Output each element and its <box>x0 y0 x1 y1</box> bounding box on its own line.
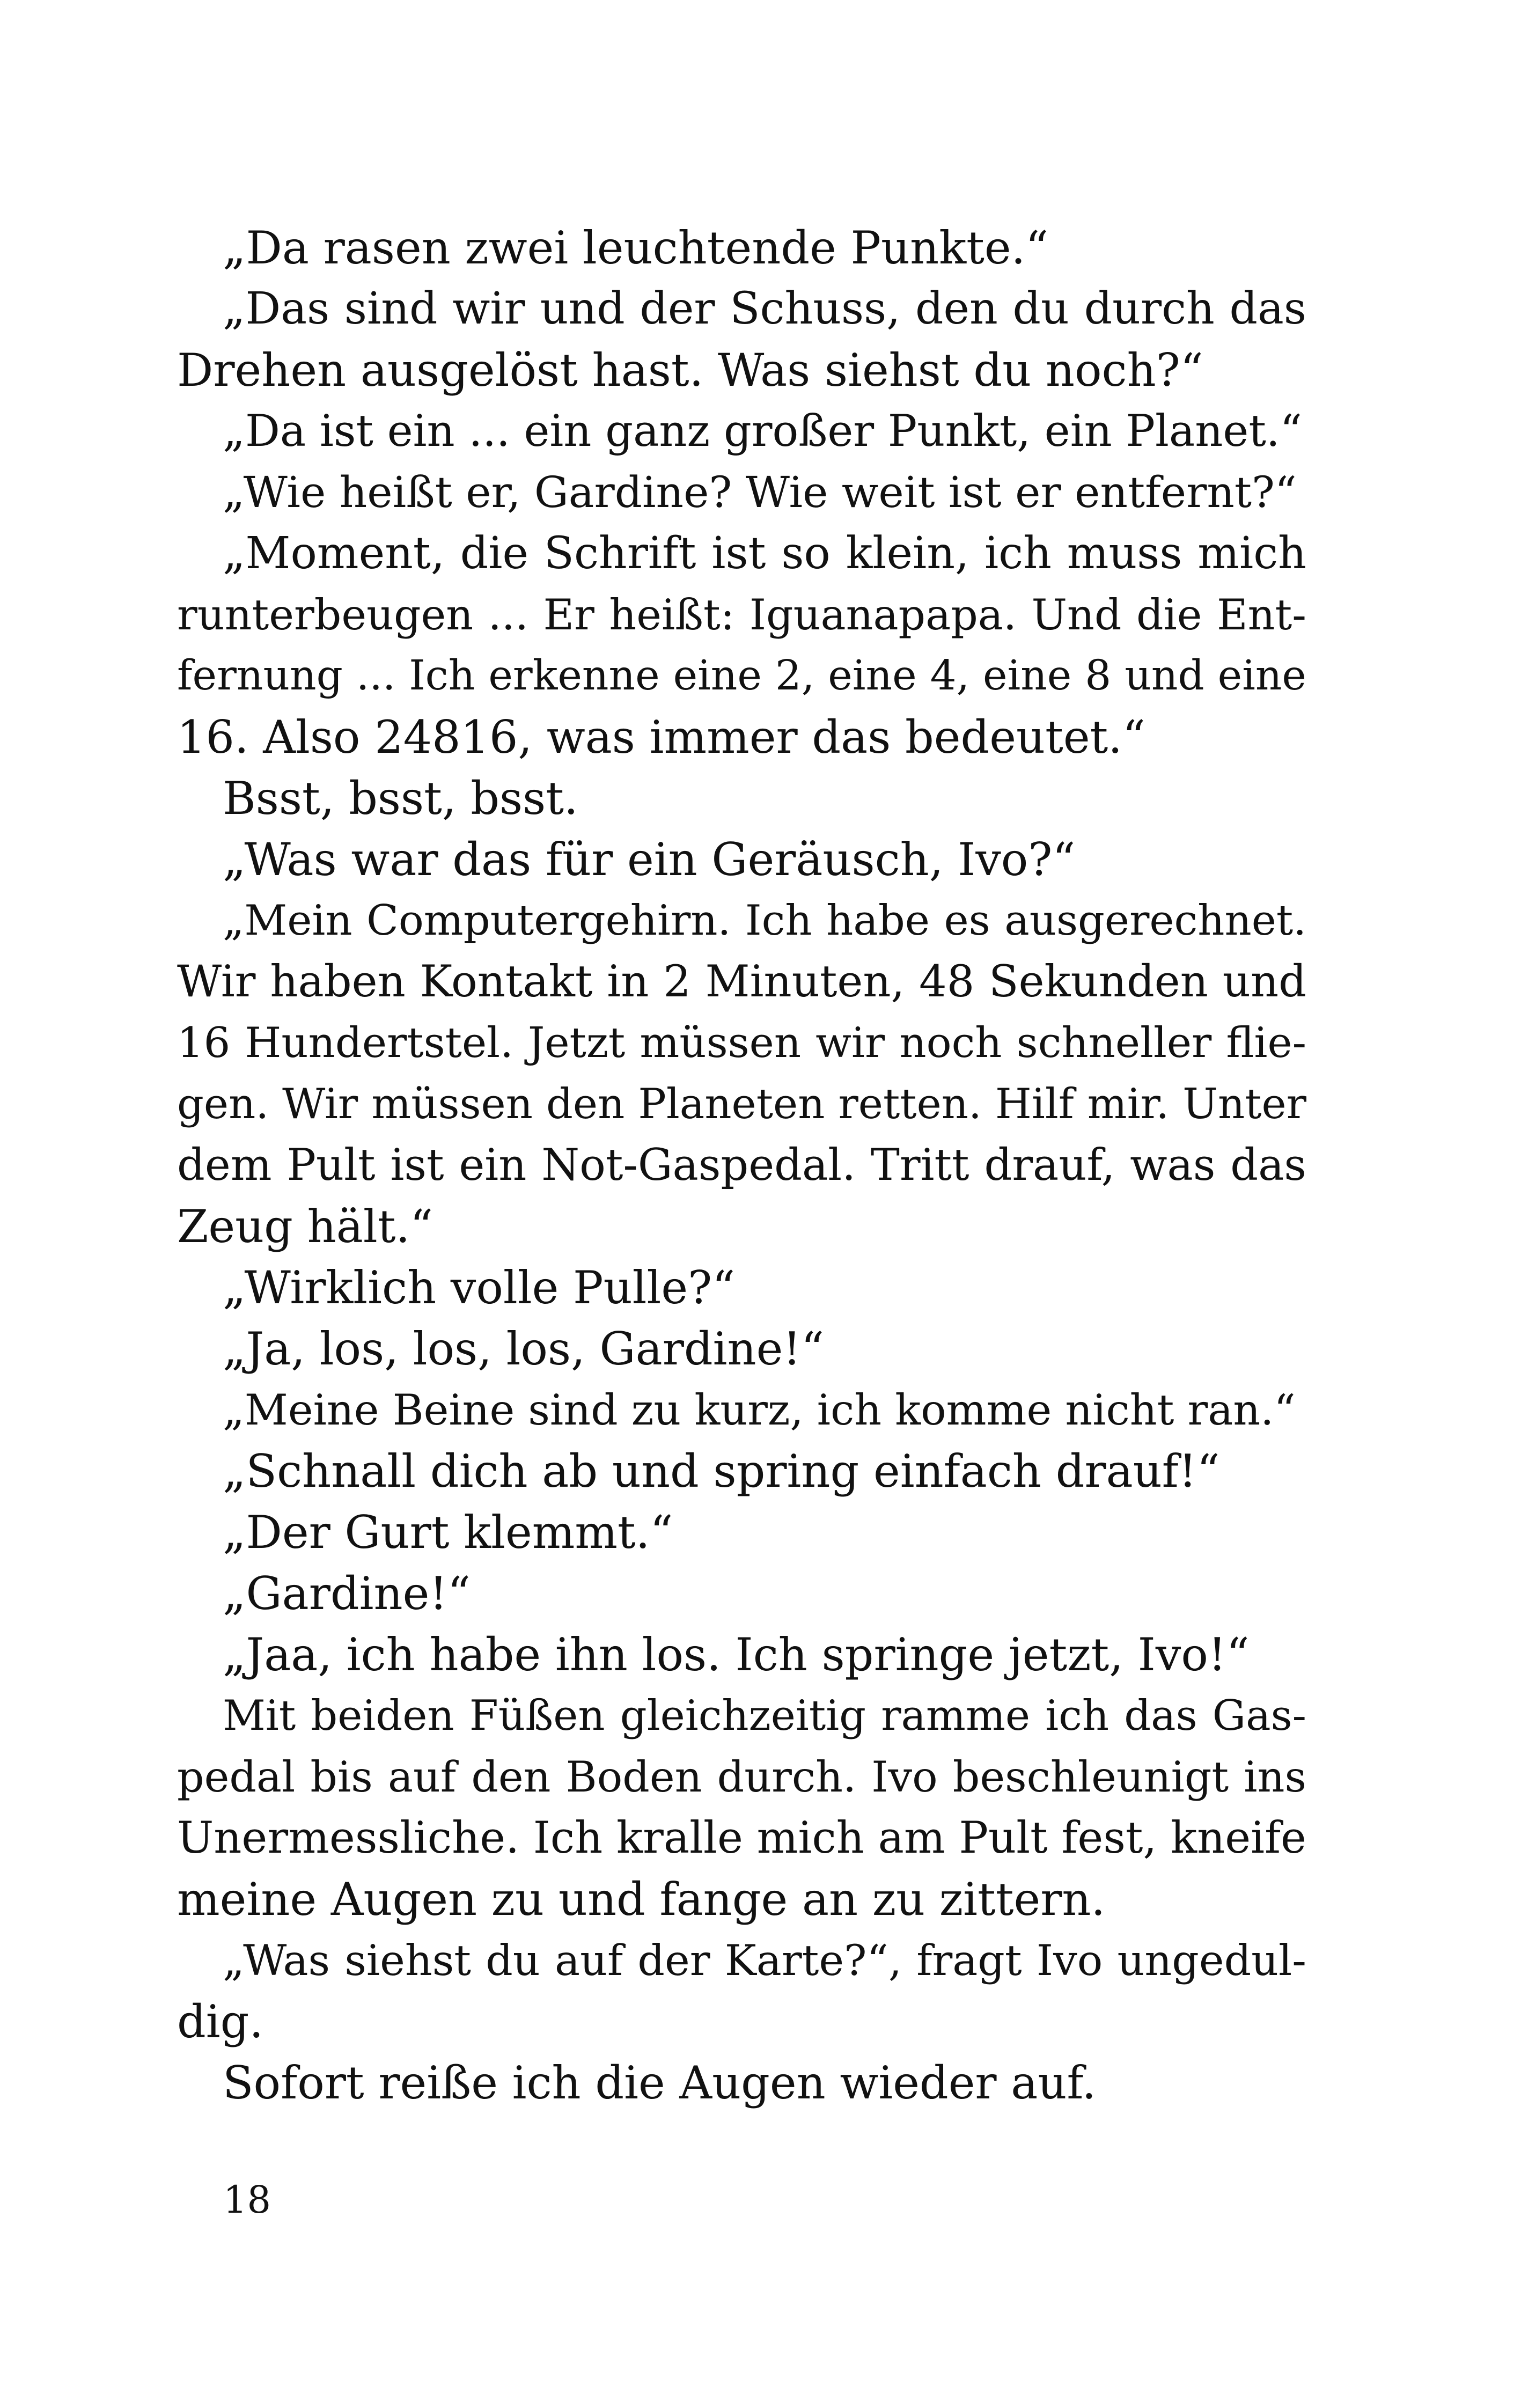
text-line: „Da ist ein ... ein ganz großer Punkt, ein Planet.“ <box>223 406 1303 457</box>
text-line: „Was siehst du auf der Karte?“, fragt Ivo ungedul- <box>223 1936 1306 1985</box>
text-line: dem Pult ist ein Not-Gaspedal. Tritt drauf, was das <box>177 1140 1306 1191</box>
text-line: „Das sind wir und der Schuss, den du durch das <box>223 283 1306 334</box>
text-line: Wir haben Kontakt in 2 Minuten, 48 Sekunden und <box>177 957 1306 1007</box>
page-number: 18 <box>223 2178 271 2222</box>
text-line: „Schnall dich ab und spring einfach drauf!“ <box>223 1445 1220 1497</box>
text-line: „Da rasen zwei leuchtende Punkte.“ <box>223 222 1049 274</box>
text-line: „Gardine!“ <box>223 1567 471 1620</box>
text-line: „Jaa, ich habe ihn los. Ich springe jetzt, Ivo!“ <box>223 1628 1250 1681</box>
text-line: „Meine Beine sind zu kurz, ich komme nicht ran.“ <box>223 1385 1296 1435</box>
text-line: Mit beiden Füßen gleichzeitig ramme ich das Gas- <box>223 1692 1306 1740</box>
text-line: „Mein Computergehirn. Ich habe es ausgerechnet. <box>223 897 1306 945</box>
text-line: dig. <box>177 1995 264 2048</box>
text-line: „Wie heißt er, Gardine? Wie weit ist er entfernt?“ <box>223 467 1297 517</box>
text-line: Drehen ausgelöst hast. Was siehst du noch?“ <box>177 344 1203 397</box>
text-line: 16. Also 24816, was immer das bedeutet.“ <box>177 711 1145 763</box>
text-line: fernung ... Ich erkenne eine 2, eine 4, eine 8 und eine <box>177 652 1306 700</box>
text-line: runterbeugen ... Er heißt: Iguanapapa. Und die Ent- <box>177 590 1306 640</box>
text-line: pedal bis auf den Boden durch. Ivo beschleunigt ins <box>177 1752 1306 1802</box>
text-line: „Wirklich volle Pulle?“ <box>223 1261 736 1314</box>
text-line: „Moment, die Schrift ist so klein, ich muss mich <box>223 528 1306 579</box>
text-line: „Der Gurt klemmt.“ <box>223 1506 673 1559</box>
text-line: „Was war das für ein Geräusch, Ivo?“ <box>223 833 1076 886</box>
text-line: Bsst, bsst, bsst. <box>223 772 578 825</box>
text-line: Zeug hält.“ <box>177 1200 433 1253</box>
text-line: gen. Wir müssen den Planeten retten. Hilf mir. Unter <box>177 1080 1306 1128</box>
text-line: meine Augen zu und fange an zu zittern. <box>177 1873 1106 1926</box>
text-line: 16 Hundertstel. Jetzt müssen wir noch schneller flie- <box>177 1019 1306 1067</box>
text-line: Sofort reiße ich die Augen wieder auf. <box>223 2057 1097 2109</box>
body-text <box>177 217 1306 2113</box>
text-line: „Ja, los, los, los, Gardine!“ <box>223 1323 824 1375</box>
text-line: Unermessliche. Ich kralle mich am Pult fest, kneife <box>177 1813 1306 1863</box>
